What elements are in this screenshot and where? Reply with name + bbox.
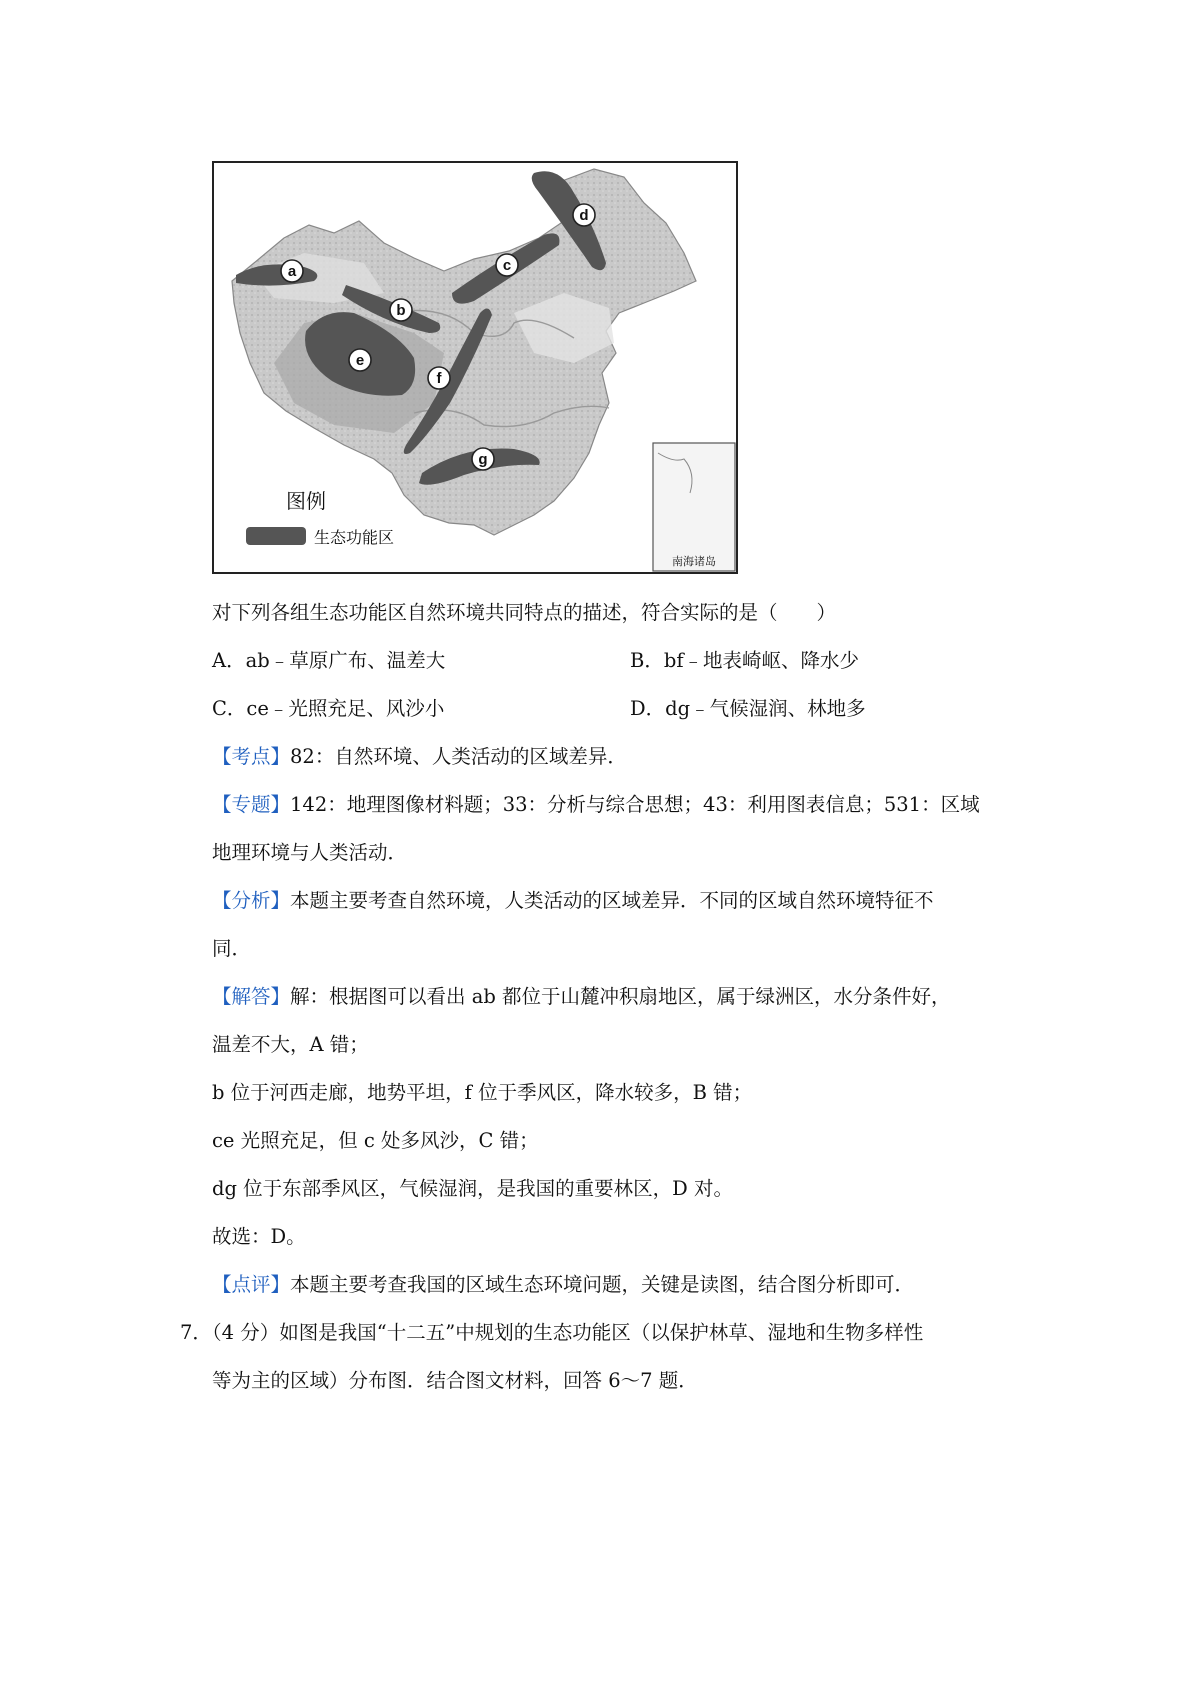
jieda-line-2: 温差不大，A 错； <box>212 1033 369 1056</box>
zone-c-label <box>496 254 518 276</box>
jieda-line-1 <box>212 983 951 1011</box>
dianping-line <box>212 1271 914 1299</box>
kaodian-text: 82：自然环境、人类活动的区域差异． <box>290 745 627 768</box>
svg-text:b: b <box>396 302 406 319</box>
zone-d-label <box>573 204 595 226</box>
option-c: C．ce﹣光照充足、风沙小 <box>212 697 445 720</box>
inset-label: 南海诸岛 <box>672 555 716 568</box>
kaodian-line <box>212 743 627 771</box>
q7-line-2: 等为主的区域）分布图．结合图文材料，回答 6～7 题． <box>212 1369 698 1392</box>
jieda-text-1: 解：根据图可以看出 ab 都位于山麓冲积扇地区，属于绿洲区，水分条件好， <box>290 985 951 1008</box>
jieda-line-4: ce 光照充足，但 c 处多风沙，C 错； <box>212 1129 539 1152</box>
china-eco-zone-map <box>212 161 738 574</box>
q7-text-1: （4 分）如图是我国“十二五”中规划的生态功能区（以保护林草、湿地和生物多样性 <box>211 1321 924 1344</box>
svg-text:e: e <box>355 352 365 369</box>
south-sea-inset <box>653 443 735 571</box>
zhuanti-line-1 <box>212 791 980 819</box>
option-b: B．bf﹣地表崎岖、降水少 <box>630 649 860 672</box>
fenxi-line-2: 同． <box>212 937 252 960</box>
option-a: A．ab﹣草原广布、温差大 <box>212 649 446 672</box>
legend-swatch <box>246 527 306 545</box>
kaodian-tag: 【考点】 <box>212 745 291 768</box>
question-stem: 对下列各组生态功能区自然环境共同特点的描述，符合实际的是（ ） <box>212 601 837 624</box>
q7-number: 7． <box>180 1321 212 1344</box>
option-d: D．dg﹣气候湿润、林地多 <box>630 697 866 720</box>
zhuanti-tag: 【专题】 <box>212 793 291 816</box>
legend-title: 图例 <box>286 489 326 513</box>
zone-e-label <box>349 349 371 371</box>
dianping-tag: 【点评】 <box>212 1273 291 1296</box>
fenxi-text-1: 本题主要考查自然环境，人类活动的区域差异．不同的区域自然环境特征不 <box>290 889 934 912</box>
jieda-line-3: b 位于河西走廊，地势平坦，f 位于季风区，降水较多，B 错； <box>212 1081 753 1104</box>
svg-text:d: d <box>579 207 589 224</box>
jieda-line-6: 故选：D。 <box>212 1225 306 1248</box>
svg-text:g: g <box>478 451 488 468</box>
map-svg <box>214 163 736 572</box>
zone-b-label <box>390 299 412 321</box>
fenxi-line-1 <box>212 887 934 915</box>
legend-label: 生态功能区 <box>314 528 395 547</box>
zhuanti-line-2: 地理环境与人类活动． <box>212 841 408 864</box>
svg-text:f: f <box>436 370 442 387</box>
zone-g-label <box>472 448 494 470</box>
jieda-tag: 【解答】 <box>212 985 291 1008</box>
fenxi-tag: 【分析】 <box>212 889 291 912</box>
jieda-line-5: dg 位于东部季风区，气候湿润，是我国的重要林区，D 对。 <box>212 1177 733 1200</box>
svg-text:c: c <box>502 257 512 274</box>
zone-a-label <box>281 260 303 282</box>
dianping-text: 本题主要考查我国的区域生态环境问题，关键是读图，结合图分析即可． <box>290 1273 915 1296</box>
svg-text:a: a <box>287 263 297 280</box>
zone-f-label <box>428 367 450 389</box>
q7-line-1 <box>180 1319 923 1347</box>
zhuanti-text-1: 142：地理图像材料题；33：分析与综合思想；43：利用图表信息；531：区域 <box>290 793 980 816</box>
